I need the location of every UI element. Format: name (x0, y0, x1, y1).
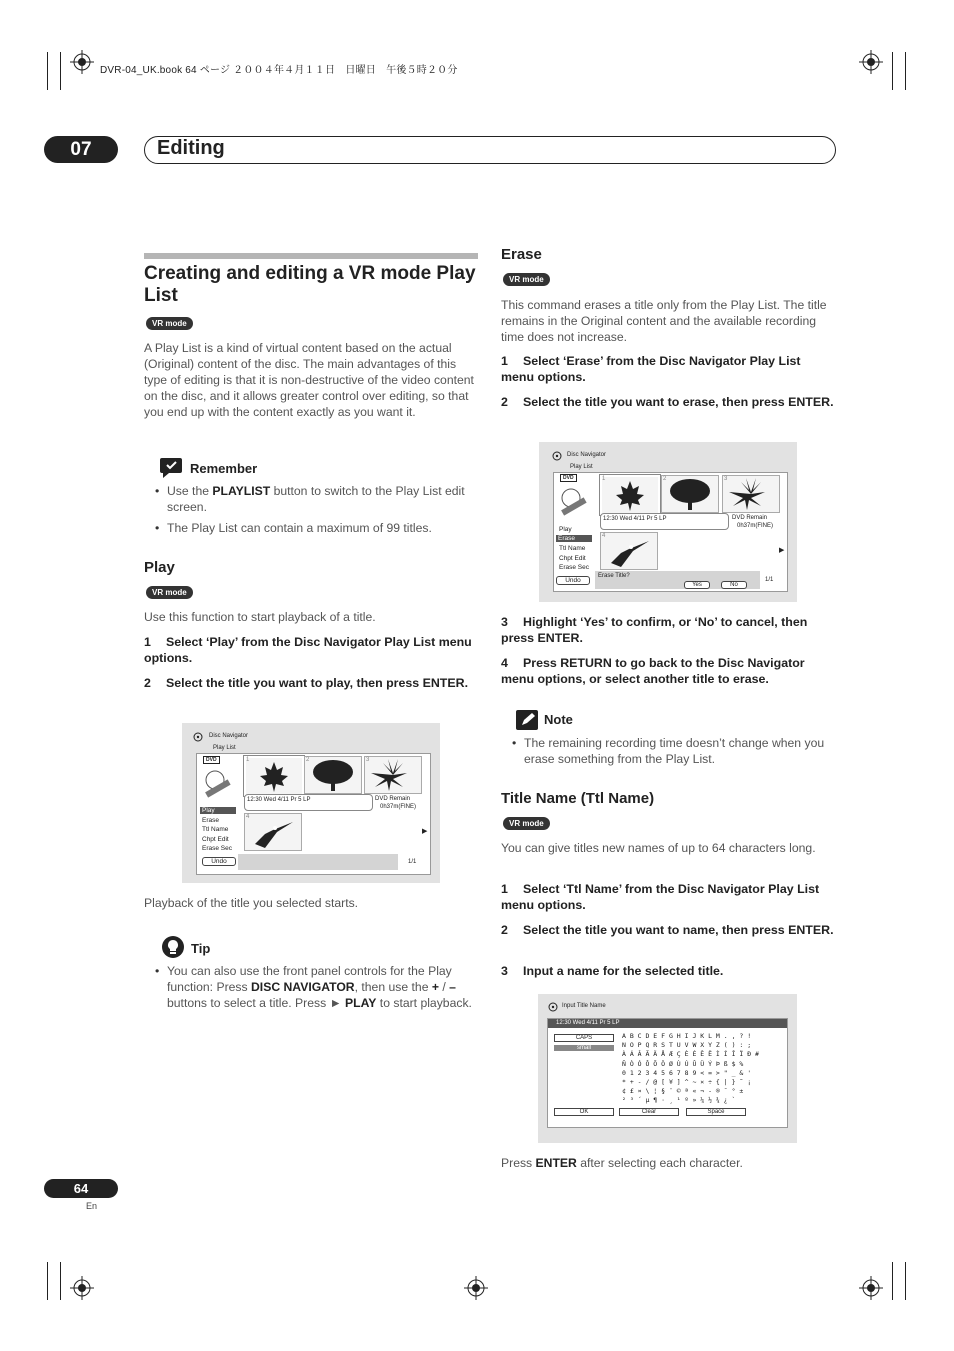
maple-leaf-thumbnail-icon (246, 758, 302, 794)
step-text: Select ‘Ttl Name’ from the Disc Navigator Play List menu options. (501, 882, 820, 912)
ttl-after-text (501, 1155, 835, 1171)
tip-bold: + (431, 980, 439, 994)
crop-mark (905, 1262, 906, 1300)
disc-navigator-icon (193, 732, 203, 742)
remember-item (167, 520, 472, 536)
step-number: 1 (501, 882, 508, 896)
crop-mark (60, 52, 61, 90)
intro-paragraph: A Play List is a kind of virtual content based on the actual (Original) content of the disc. The main advantages of this type of editing is that it is non-destructive of the video content on the disc, and it allows greater control over editing, so that you end up with the content exactly as you want it. (144, 341, 474, 419)
remember-icon (159, 457, 183, 479)
clear-button[interactable]: Clear (619, 1108, 679, 1116)
character-grid[interactable] (622, 1032, 759, 1106)
tip-text-part: , then use the (354, 980, 432, 994)
remember-label: Remember (190, 461, 258, 476)
char-row[interactable]: À Á Â Ã Ä Å Æ Ç È É Ê Ë Ì Í Î Ï Ð # (622, 1050, 759, 1059)
prompt-bar (238, 854, 398, 870)
lily-thumbnail-icon (365, 757, 421, 793)
disc-navigator-icon (548, 1002, 558, 1012)
erase-step-3 (501, 614, 835, 646)
thumb-number: 2 (306, 757, 310, 763)
step-text: Select the title you want to play, then press ENTER. (166, 676, 469, 690)
menu-item-erase-sec[interactable]: Erase Sec (202, 845, 232, 852)
tip-text-part: / (438, 980, 450, 994)
page-number: 64 (44, 1179, 118, 1198)
registration-mark-icon (70, 50, 94, 74)
note-icon (515, 709, 539, 731)
menu-item-play[interactable]: Play (559, 526, 572, 533)
menu-item-undo[interactable]: Undo (202, 857, 236, 866)
dvd-remain-value: 0h37m(FINE) (737, 523, 774, 529)
thumb-number: 4 (602, 533, 606, 539)
print-info-line: DVR-04_UK.book 64 ページ ２００４年４月１１日 日曜日 午後５時２０分 (100, 65, 458, 76)
vr-mode-badge: VR mode (146, 586, 193, 599)
disc-navigator-icon (552, 451, 562, 461)
remember-text: Use the (167, 484, 213, 498)
registration-mark-icon (859, 50, 883, 74)
no-button[interactable]: No (721, 581, 747, 589)
screen-title: Input Title Name (562, 1003, 606, 1009)
step-text: Select ‘Erase’ from the Disc Navigator Play List menu options. (501, 354, 801, 384)
vr-mode-badge: VR mode (146, 317, 193, 330)
page-indicator: 1/1 (765, 577, 774, 583)
screen-title: Disc Navigator (567, 452, 607, 458)
chapter-title-box (144, 136, 836, 164)
space-button[interactable]: Space (686, 1108, 746, 1116)
title-thumbnail[interactable] (722, 475, 780, 513)
menu-item-erase[interactable]: Erase (556, 535, 592, 542)
title-thumbnail[interactable] (244, 813, 302, 851)
menu-item-ttl-name[interactable]: Ttl Name (202, 826, 229, 833)
step-text: Select the title you want to name, then press ENTER. (523, 923, 834, 937)
step-number: 1 (501, 354, 508, 368)
title-thumbnail[interactable] (244, 756, 304, 796)
char-row[interactable]: 0 1 2 3 4 5 6 7 8 9 < = > " _ & ' (622, 1068, 752, 1077)
remember-text: button to switch to the Play List edit screen. (167, 484, 465, 514)
step-text: Input a name for the selected title. (523, 964, 724, 978)
thumb-number: 1 (602, 476, 606, 482)
disc-navigator-play-screen (182, 723, 440, 883)
menu-item-chpt-edit[interactable]: Chpt Edit (202, 836, 229, 843)
ttl-name-heading: Title Name (Ttl Name) (501, 790, 655, 807)
erase-intro: This command erases a title only from the Play List. The title remains in the Original content and the available recording time does not increase. (501, 298, 827, 344)
title-thumbnail[interactable] (600, 475, 660, 515)
step-number: 2 (501, 395, 508, 409)
chapter-title: Editing (157, 137, 225, 159)
play-heading: Play (144, 559, 175, 576)
registration-mark-icon (859, 1276, 883, 1300)
input-title-name-screen (538, 994, 797, 1143)
title-info-line: 12:30 Wed 4/11 Pr 5 LP (247, 797, 311, 803)
thumb-number: 4 (246, 814, 250, 820)
tip-label: Tip (191, 941, 211, 956)
ttl-step-2 (501, 922, 835, 938)
disc-film-icon (201, 766, 233, 798)
thumb-number: 2 (663, 476, 667, 482)
crop-mark (47, 1262, 48, 1300)
ttl-step-3 (501, 963, 835, 979)
title-info-line: 12:30 Wed 4/11 Pr 5 LP (556, 1020, 620, 1026)
ttl-name-intro: You can give titles new names of up to 64 characters long. (501, 841, 816, 855)
tip-text (167, 963, 477, 1011)
step-number: 3 (501, 964, 508, 978)
screen-tab: Play List (213, 745, 236, 751)
title-thumbnail[interactable] (304, 756, 362, 794)
char-row[interactable]: ² ³ ´ µ ¶ · ¸ ¹ º » ¼ ½ ¾ ¿ ` (622, 1096, 736, 1105)
thumb-number: 3 (366, 757, 370, 763)
caps-button[interactable]: CAPS (554, 1034, 614, 1042)
tip-bold: – (449, 980, 456, 994)
chapter-number: 07 (44, 136, 118, 163)
step-text: Select the title you want to erase, then press ENTER. (523, 395, 834, 409)
step-text: Highlight ‘Yes’ to confirm, or ‘No’ to cancel, then press ENTER. (501, 615, 808, 645)
char-row[interactable]: Ñ Ò Ó Ô Õ Ö Ø Ù Ú Û Ü Ý Þ ß $ % (622, 1059, 744, 1068)
step-number: 3 (501, 615, 508, 629)
toucan-thumbnail-icon (601, 533, 657, 569)
tip-text-part: You can also use the front panel controls for the Play function: Press (167, 964, 452, 994)
crop-mark (892, 1262, 893, 1300)
title-thumbnail[interactable] (364, 756, 422, 794)
step-number: 2 (501, 923, 508, 937)
note-label: Note (544, 712, 573, 727)
after-text-part: Press (501, 1156, 536, 1170)
char-row[interactable]: * + - / @ [ ¥ ] ^ ~ × ÷ { | } ˜ ¡ (622, 1078, 752, 1087)
after-text-bold: ENTER (535, 1156, 577, 1170)
remember-bold: PLAYLIST (212, 484, 271, 498)
maple-leaf-thumbnail-icon (602, 477, 658, 513)
play-step-1 (144, 634, 478, 666)
toucan-thumbnail-icon (245, 814, 301, 850)
step-text: Press RETURN to go back to the Disc Navigator menu options, or select another title to erase. (501, 656, 805, 686)
disc-film-icon (557, 484, 589, 516)
crop-mark (47, 52, 48, 90)
yes-button[interactable]: Yes (684, 581, 710, 589)
menu-item-erase[interactable]: Erase (202, 817, 219, 824)
play-step-2 (144, 675, 478, 691)
char-row[interactable]: ¢ £ ¤ \ ¦ § ¨ © ª « ¬ - ® ¯ ° ± (622, 1087, 744, 1096)
remember-item (167, 483, 472, 515)
tip-bold: DISC NAVIGATOR (251, 980, 355, 994)
screen-title: Disc Navigator (209, 733, 249, 739)
erase-step-1 (501, 353, 835, 385)
ttl-step-1 (501, 881, 835, 913)
erase-step-2 (501, 394, 835, 410)
erase-heading: Erase (501, 246, 542, 263)
registration-mark-icon (464, 1276, 488, 1300)
crop-mark (892, 52, 893, 90)
dvd-remain-value: 0h37m(FINE) (380, 804, 417, 810)
tip-text-part: to start playback. (376, 996, 472, 1010)
title-thumbnail[interactable] (600, 532, 658, 570)
title-info-line: 12:30 Wed 4/11 Pr 5 LP (603, 516, 667, 522)
dvd-logo: DVD (203, 756, 220, 764)
thumb-number: 1 (246, 757, 250, 763)
registration-mark-icon (70, 1276, 94, 1300)
ok-button[interactable]: OK (554, 1108, 614, 1116)
vr-mode-badge: VR mode (503, 817, 550, 830)
erase-prompt: Erase Title? (598, 573, 630, 579)
play-after-text: Playback of the title you selected starts. (144, 896, 359, 910)
dvd-remain-label: DVD Remain (375, 796, 411, 802)
thumb-number: 3 (724, 476, 728, 482)
tree-thumbnail-icon (305, 757, 361, 793)
step-number: 1 (144, 635, 151, 649)
menu-item-erase-sec[interactable]: Erase Sec (559, 564, 589, 571)
language-label: En (86, 1201, 98, 1211)
small-button[interactable]: small (554, 1045, 614, 1051)
disc-navigator-erase-screen (539, 442, 797, 602)
screen-tab: Play List (570, 464, 593, 470)
next-arrow-icon[interactable]: ▶ (422, 828, 428, 835)
tip-icon (160, 934, 186, 960)
crop-mark (905, 52, 906, 90)
menu-item-undo[interactable]: Undo (556, 576, 590, 585)
after-text-part: after selecting each character. (576, 1156, 743, 1170)
section-title: Creating and editing a VR mode Play List (144, 263, 476, 306)
next-arrow-icon[interactable]: ▶ (779, 547, 785, 554)
dvd-remain-label: DVD Remain (732, 515, 768, 521)
remember-text: The Play List can contain a maximum of 99 titles. (167, 521, 432, 535)
step-text: Select ‘Play’ from the Disc Navigator Play List menu options. (144, 635, 472, 665)
note-text: • The remaining recording time doesn’t change when you erase something from the Play List. (524, 735, 834, 767)
menu-item-chpt-edit[interactable]: Chpt Edit (559, 555, 586, 562)
title-thumbnail[interactable] (661, 475, 719, 513)
tip-bold: PLAY (345, 996, 377, 1010)
step-number: 4 (501, 656, 508, 670)
char-row[interactable]: A B C D E F G H I J K L M . , ? ! (622, 1032, 752, 1040)
erase-step-4 (501, 655, 835, 687)
vr-mode-badge: VR mode (503, 273, 550, 286)
char-row[interactable]: N O P Q R S T U V W X Y Z ( ) : ; (622, 1041, 752, 1050)
section-bar (144, 253, 478, 259)
lily-thumbnail-icon (723, 476, 779, 512)
tip-text-part: buttons to select a title. Press ► (167, 996, 346, 1010)
play-intro: Use this function to start playback of a title. (144, 610, 376, 624)
step-number: 2 (144, 676, 151, 690)
page-indicator: 1/1 (408, 859, 417, 865)
tree-thumbnail-icon (662, 476, 718, 512)
menu-item-ttl-name[interactable]: Ttl Name (559, 545, 586, 552)
dvd-logo: DVD (560, 474, 577, 482)
menu-item-play[interactable]: Play (200, 807, 236, 814)
crop-mark (60, 1262, 61, 1300)
